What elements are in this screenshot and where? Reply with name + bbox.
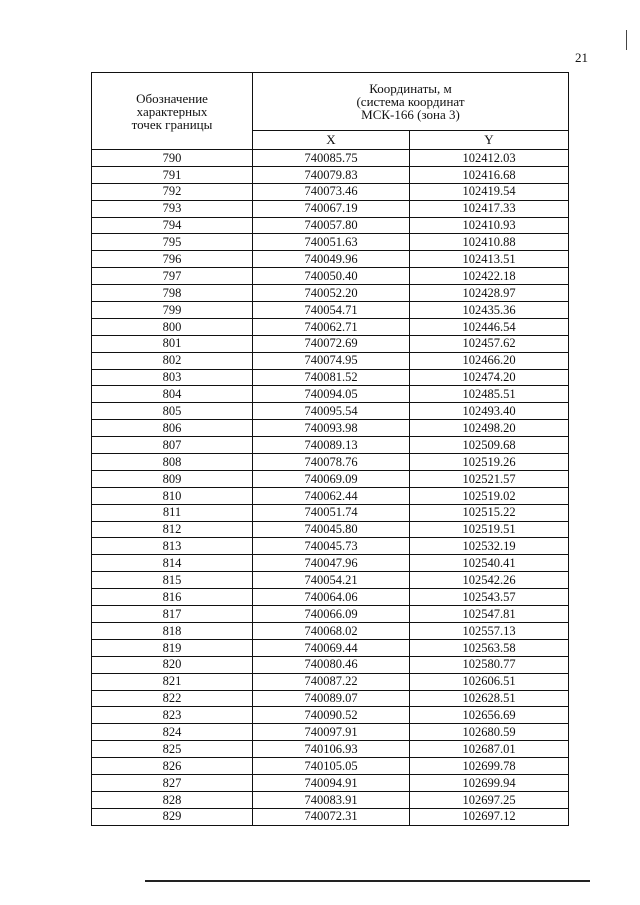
y-coordinate-cell: 102474.20	[410, 369, 569, 386]
table-row	[92, 285, 569, 302]
y-coordinate-cell: 102699.78	[410, 758, 569, 775]
x-coordinate-cell: 740064.06	[253, 589, 410, 606]
point-id-cell: 792	[92, 183, 253, 200]
table-row	[92, 741, 569, 758]
y-coordinate-cell: 102580.77	[410, 656, 569, 673]
point-id-cell: 797	[92, 268, 253, 285]
point-id-cell: 828	[92, 791, 253, 808]
x-coordinate-cell: 740054.21	[253, 572, 410, 589]
y-coordinate-cell: 102435.36	[410, 302, 569, 319]
x-coordinate-cell: 740090.52	[253, 707, 410, 724]
x-coordinate-cell: 740062.44	[253, 487, 410, 504]
y-coordinate-cell: 102428.97	[410, 285, 569, 302]
x-coordinate-cell: 740045.73	[253, 538, 410, 555]
y-coordinate-cell: 102687.01	[410, 741, 569, 758]
x-coordinate-cell: 740072.69	[253, 335, 410, 352]
points-header-line-1: Обозначение	[136, 90, 208, 106]
point-id-cell: 829	[92, 808, 253, 825]
table-row	[92, 808, 569, 825]
x-coordinate-cell: 740067.19	[253, 200, 410, 217]
table-row	[92, 487, 569, 504]
y-coordinate-cell: 102656.69	[410, 707, 569, 724]
point-id-cell: 827	[92, 774, 253, 791]
table-row	[92, 656, 569, 673]
y-coordinate-cell: 102515.22	[410, 504, 569, 521]
y-coordinate-cell: 102628.51	[410, 690, 569, 707]
point-id-cell: 803	[92, 369, 253, 386]
y-coordinate-cell: 102563.58	[410, 639, 569, 656]
point-id-cell: 795	[92, 234, 253, 251]
y-coordinate-cell: 102457.62	[410, 335, 569, 352]
x-coordinate-cell: 740097.91	[253, 724, 410, 741]
coords-header-line-3: МСК-166 (зона 3)	[361, 106, 460, 122]
x-coordinate-cell: 740054.71	[253, 302, 410, 319]
table-row	[92, 707, 569, 724]
x-coordinate-cell: 740081.52	[253, 369, 410, 386]
x-coordinate-cell: 740085.75	[253, 150, 410, 167]
x-coordinate-cell: 740078.76	[253, 454, 410, 471]
x-coordinate-cell: 740095.54	[253, 403, 410, 420]
point-id-cell: 794	[92, 217, 253, 234]
x-coordinate-cell: 740051.63	[253, 234, 410, 251]
table-row	[92, 234, 569, 251]
point-id-cell: 818	[92, 622, 253, 639]
bottom-divider	[145, 880, 590, 882]
x-coordinate-cell: 740079.83	[253, 166, 410, 183]
table-row	[92, 521, 569, 538]
y-coordinate-cell: 102485.51	[410, 386, 569, 403]
table-row	[92, 555, 569, 572]
x-coordinate-cell: 740105.05	[253, 758, 410, 775]
point-id-cell: 799	[92, 302, 253, 319]
table-body	[92, 150, 569, 826]
point-id-cell: 808	[92, 454, 253, 471]
point-id-cell: 807	[92, 437, 253, 454]
table-row	[92, 251, 569, 268]
y-coordinate-cell: 102699.94	[410, 774, 569, 791]
table-row	[92, 774, 569, 791]
coords-header-line-2: (система координат	[356, 93, 465, 109]
y-coordinate-cell: 102509.68	[410, 437, 569, 454]
x-coordinate-cell: 740089.13	[253, 437, 410, 454]
x-coordinate-cell: 740049.96	[253, 251, 410, 268]
x-coordinate-cell: 740072.31	[253, 808, 410, 825]
point-id-cell: 817	[92, 606, 253, 623]
points-header-line-3: точек границы	[131, 116, 213, 132]
point-id-cell: 823	[92, 707, 253, 724]
x-coordinate-cell: 740093.98	[253, 420, 410, 437]
table-row	[92, 200, 569, 217]
x-coordinate-cell: 740045.80	[253, 521, 410, 538]
x-coordinate-cell: 740047.96	[253, 555, 410, 572]
y-coordinate-cell: 102680.59	[410, 724, 569, 741]
y-coordinate-cell: 102543.57	[410, 589, 569, 606]
x-coordinate-cell: 740069.44	[253, 639, 410, 656]
y-coordinate-cell: 102519.26	[410, 454, 569, 471]
x-coordinate-cell: 740069.09	[253, 470, 410, 487]
point-id-cell: 812	[92, 521, 253, 538]
point-id-cell: 793	[92, 200, 253, 217]
x-coordinate-cell: 740087.22	[253, 673, 410, 690]
point-id-cell: 806	[92, 420, 253, 437]
table-row	[92, 606, 569, 623]
y-column-header: Y	[410, 130, 569, 149]
point-id-cell: 820	[92, 656, 253, 673]
x-coordinate-cell: 740074.95	[253, 352, 410, 369]
page-edge-mark	[626, 30, 627, 50]
table-row	[92, 268, 569, 285]
point-id-cell: 826	[92, 758, 253, 775]
table-row	[92, 437, 569, 454]
table-row	[92, 403, 569, 420]
table-row	[92, 758, 569, 775]
table-row	[92, 302, 569, 319]
point-id-cell: 800	[92, 318, 253, 335]
x-coordinate-cell: 740094.05	[253, 386, 410, 403]
point-id-cell: 816	[92, 589, 253, 606]
table-row	[92, 166, 569, 183]
table-row	[92, 183, 569, 200]
y-coordinate-cell: 102410.93	[410, 217, 569, 234]
y-coordinate-cell: 102410.88	[410, 234, 569, 251]
table-row	[92, 639, 569, 656]
table-row	[92, 690, 569, 707]
table-row	[92, 369, 569, 386]
table-row	[92, 150, 569, 167]
point-id-cell: 822	[92, 690, 253, 707]
y-coordinate-cell: 102419.54	[410, 183, 569, 200]
coordinates-table	[91, 72, 569, 826]
y-coordinate-cell: 102606.51	[410, 673, 569, 690]
coords-header-line-1: Координаты, м	[369, 80, 452, 96]
x-column-header: X	[253, 130, 410, 149]
point-id-cell: 815	[92, 572, 253, 589]
y-coordinate-cell: 102519.02	[410, 487, 569, 504]
table-row	[92, 335, 569, 352]
y-coordinate-cell: 102412.03	[410, 150, 569, 167]
y-coordinate-cell: 102416.68	[410, 166, 569, 183]
x-coordinate-cell: 740057.80	[253, 217, 410, 234]
x-coordinate-cell: 740089.07	[253, 690, 410, 707]
table-row	[92, 318, 569, 335]
x-coordinate-cell: 740051.74	[253, 504, 410, 521]
table-row	[92, 217, 569, 234]
y-coordinate-cell: 102532.19	[410, 538, 569, 555]
x-coordinate-cell: 740073.46	[253, 183, 410, 200]
points-header-line-2: характерных	[136, 103, 208, 119]
page-number: 21	[575, 50, 588, 65]
point-id-cell: 814	[92, 555, 253, 572]
table-row	[92, 589, 569, 606]
x-coordinate-cell: 740094.91	[253, 774, 410, 791]
table-row	[92, 724, 569, 741]
point-id-cell: 801	[92, 335, 253, 352]
y-coordinate-cell: 102542.26	[410, 572, 569, 589]
y-coordinate-cell: 102498.20	[410, 420, 569, 437]
point-id-cell: 811	[92, 504, 253, 521]
table-row	[92, 673, 569, 690]
point-id-cell: 821	[92, 673, 253, 690]
point-id-cell: 809	[92, 470, 253, 487]
coordinates-column-header	[253, 73, 569, 131]
y-coordinate-cell: 102697.12	[410, 808, 569, 825]
point-id-cell: 796	[92, 251, 253, 268]
points-column-header	[92, 73, 253, 150]
point-id-cell: 805	[92, 403, 253, 420]
point-id-cell: 810	[92, 487, 253, 504]
x-coordinate-cell: 740062.71	[253, 318, 410, 335]
table-row	[92, 454, 569, 471]
x-coordinate-cell: 740083.91	[253, 791, 410, 808]
table-row	[92, 538, 569, 555]
y-coordinate-cell: 102417.33	[410, 200, 569, 217]
point-id-cell: 798	[92, 285, 253, 302]
y-coordinate-cell: 102413.51	[410, 251, 569, 268]
table-row	[92, 420, 569, 437]
point-id-cell: 804	[92, 386, 253, 403]
y-coordinate-cell: 102446.54	[410, 318, 569, 335]
y-coordinate-cell: 102521.57	[410, 470, 569, 487]
y-coordinate-cell: 102422.18	[410, 268, 569, 285]
y-coordinate-cell: 102466.20	[410, 352, 569, 369]
table-row	[92, 470, 569, 487]
point-id-cell: 790	[92, 150, 253, 167]
x-coordinate-cell: 740066.09	[253, 606, 410, 623]
y-coordinate-cell: 102493.40	[410, 403, 569, 420]
table-row	[92, 622, 569, 639]
table-row	[92, 352, 569, 369]
y-coordinate-cell: 102557.13	[410, 622, 569, 639]
table-row	[92, 504, 569, 521]
point-id-cell: 813	[92, 538, 253, 555]
table-row	[92, 386, 569, 403]
y-coordinate-cell: 102697.25	[410, 791, 569, 808]
point-id-cell: 791	[92, 166, 253, 183]
y-coordinate-cell: 102519.51	[410, 521, 569, 538]
x-coordinate-cell: 740052.20	[253, 285, 410, 302]
point-id-cell: 824	[92, 724, 253, 741]
point-id-cell: 819	[92, 639, 253, 656]
point-id-cell: 825	[92, 741, 253, 758]
x-coordinate-cell: 740106.93	[253, 741, 410, 758]
table-row	[92, 791, 569, 808]
point-id-cell: 802	[92, 352, 253, 369]
y-coordinate-cell: 102547.81	[410, 606, 569, 623]
x-coordinate-cell: 740068.02	[253, 622, 410, 639]
x-coordinate-cell: 740080.46	[253, 656, 410, 673]
table-row	[92, 572, 569, 589]
y-coordinate-cell: 102540.41	[410, 555, 569, 572]
x-coordinate-cell: 740050.40	[253, 268, 410, 285]
